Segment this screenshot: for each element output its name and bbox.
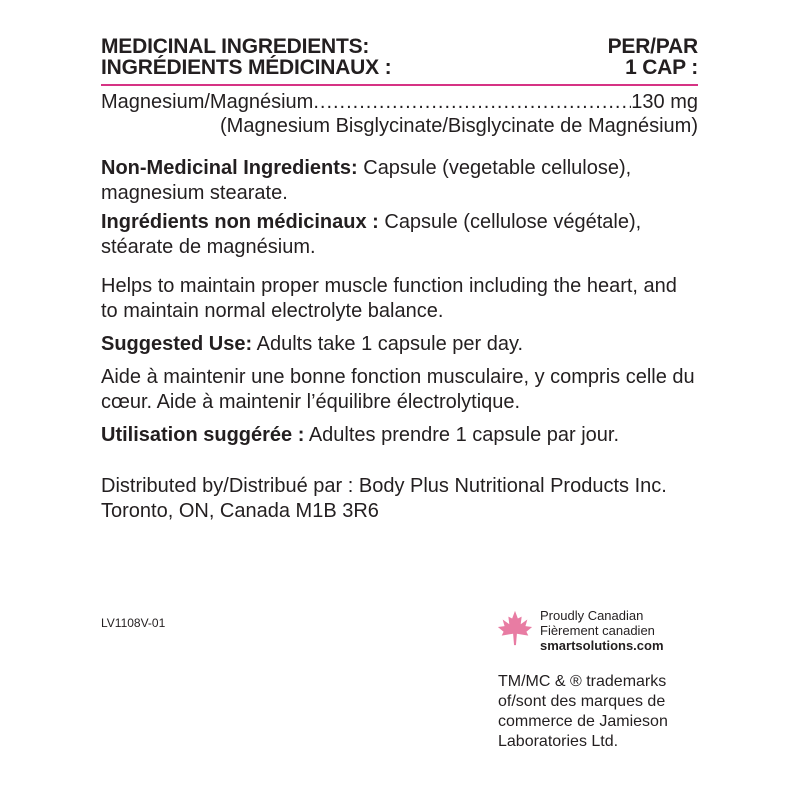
- ingredient-row: [101, 90, 698, 114]
- label: Ingrédients non médicinaux :: [101, 211, 379, 233]
- ingredients-header: [101, 36, 698, 78]
- label: Suggested Use:: [101, 333, 253, 355]
- proud-fr: Fièrement canadien: [540, 623, 655, 638]
- cap-label: 1 CAP :: [625, 56, 698, 79]
- dot-leader: [313, 90, 631, 114]
- per-label: PER/PAR: [607, 35, 698, 58]
- supplement-label: [101, 36, 698, 524]
- ingredient-name: Magnesium/Magnésium: [101, 91, 314, 113]
- text: Adults take 1 capsule per day.: [252, 333, 524, 355]
- text: Adultes prendre 1 capsule par jour.: [304, 424, 620, 446]
- header-fr: INGRÉDIENTS MÉDICINAUX :: [101, 56, 392, 79]
- text: Capsule (vegetable cellulose), magnesium stearate.: [101, 157, 632, 204]
- label: Utilisation suggérée :: [101, 424, 305, 446]
- non-medicinal-fr: [101, 210, 698, 260]
- maple-leaf-icon: [496, 608, 534, 648]
- website: smartsolutions.com: [540, 638, 664, 653]
- suggested-use-en: [101, 332, 698, 357]
- trademark-notice: TM/MC & ® trademarks of/sont des marques de commerce de Jamieson Laboratories Ltd.: [498, 673, 668, 750]
- ingredient-source: (Magnesium Bisglycinate/Bisglycinate de Magnésium): [220, 115, 698, 137]
- header-en: MEDICINAL INGREDIENTS:: [101, 35, 370, 58]
- claim-en: Helps to maintain proper muscle function including the heart, and to maintain normal electrolyte balance.: [101, 275, 677, 322]
- label: Non-Medicinal Ingredients:: [101, 157, 358, 179]
- text: Capsule (cellulose végétale), stéarate de magnésium.: [101, 211, 642, 258]
- non-medicinal-en: [101, 156, 698, 206]
- lot-code: LV1108V-01: [101, 616, 166, 630]
- pink-divider: [101, 84, 698, 86]
- proud-en: Proudly Canadian: [540, 608, 644, 623]
- claim-fr: Aide à maintenir une bonne fonction musculaire, y compris celle du cœur. Aide à maintenir l’équilibre électrolytique.: [101, 366, 695, 413]
- ingredient-amount: 130 mg: [631, 91, 698, 113]
- suggested-use-fr: [101, 423, 698, 448]
- proudly-canadian: [496, 608, 664, 653]
- distributor: Distributed by/Distribué par : Body Plus Nutritional Products Inc. Toronto, ON, Canada M1B 3R6: [101, 475, 667, 522]
